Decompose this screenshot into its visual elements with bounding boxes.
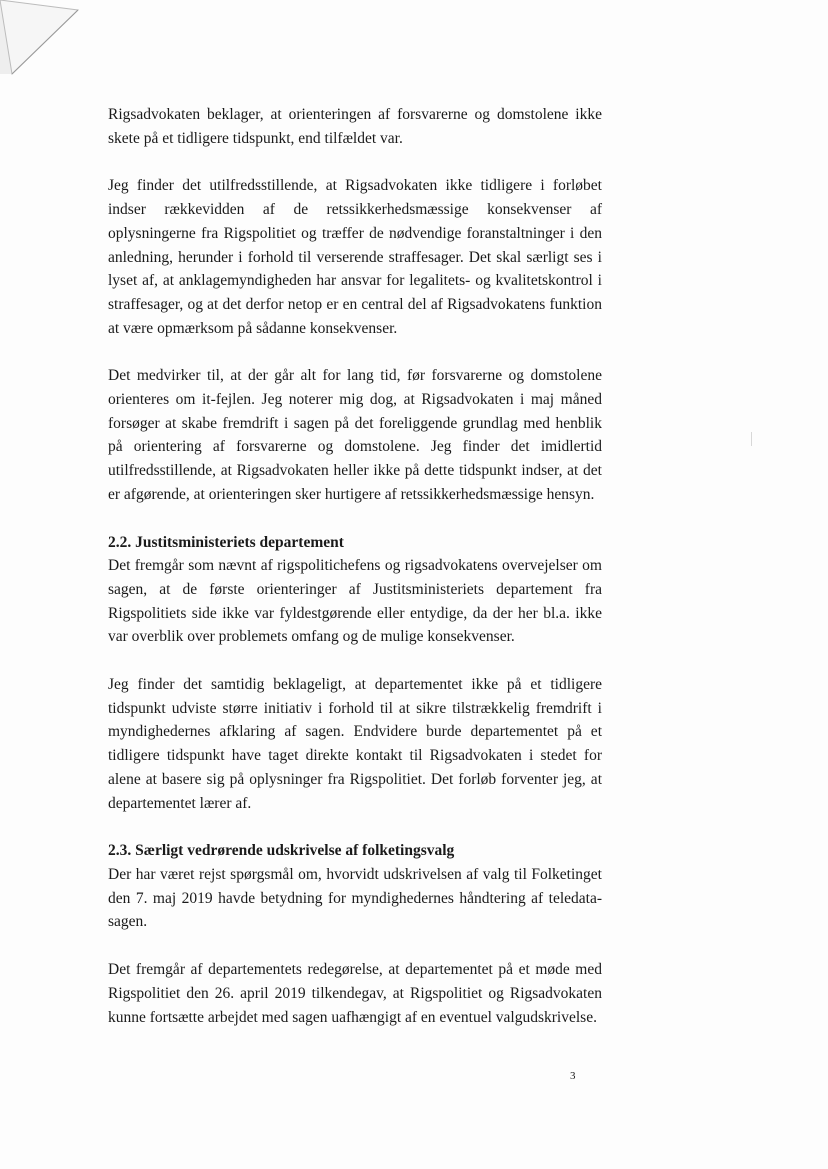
paragraph-2: Jeg finder det utilfredsstillende, at Rigsadvokaten ikke tidligere i forløbet indser rækkevidden af de retssikkerhedsmæssige konsekvenser af oplysningerne fra Rigspolitiet og træffer de nødvendige foranstaltninger i den anledning, herunder i forhold til verserende straffesager. Det skal særligt ses i lyset af, at anklagemyndigheden har ansvar for legalitets- og kvalitetskontrol i straffesager, og at det derfor netop er en central del af Rigsadvokatens funktion at være opmærksom på sådanne konsekvenser. (108, 177, 602, 337)
paragraph-1: Rigsadvokaten beklager, at orienteringen af forsvarerne og domstolene ikke skete på et tidligere tidspunkt, end tilfældet var. (108, 106, 602, 147)
page-number: 3 (570, 1070, 576, 1082)
section-heading-2-2: 2.2. Justitsministeriets departement (108, 533, 344, 551)
page-corner-fold (0, 0, 80, 76)
section-heading-2-3: 2.3. Særligt vedrørende udskrivelse af folketingsvalg (108, 842, 455, 860)
paragraph-3: Det medvirker til, at der går alt for lang tid, før forsvarerne og domstolene orienteres om it-fejlen. Jeg noterer mig dog, at Rigsadvokaten i maj måned forsøger at skabe fremdrift i sagen på det foreliggende grundlag med henblik på orientering af forsvarerne og domstolene. Jeg finder det imidlertid utilfredsstillende, at Rigsadvokaten heller ikke på dette tidspunkt indser, at det er afgørende, at orienteringen sker hurtigere af retssikkerhedsmæssige hensyn. (108, 367, 602, 503)
paragraph-6: Der har været rejst spørgsmål om, hvorvidt udskrivelsen af valg til Folketinget den 7. maj 2019 havde betydning for myndighedernes håndtering af teledata-sagen. (108, 865, 602, 931)
paragraph-4: Det fremgår som nævnt af rigspolitichefens og rigsadvokatens overvejelser om sagen, at de første orienteringer af Justitsministeriets departement fra Rigspolitiets side ikke var fyldestgørende eller entydige, da der her bl.a. ikke var overblik over problemets omfang og de mulige konsekvenser. (108, 557, 602, 646)
paragraph-5: Jeg finder det samtidig beklageligt, at departementet ikke på et tidligere tidspunkt udviste større initiativ i forhold til at sikre tilstrækkelig fremdrift i myndighedernes afklaring af sagen. Endvidere burde departementet på et tidligere tidspunkt have taget direkte kontakt til Rigsadvokaten i stedet for alene at basere sig på oplysninger fra Rigspolitiet. Det forløb forventer jeg, at departementet lærer af. (108, 676, 602, 812)
document-body (108, 103, 602, 1029)
scan-artifact-line (751, 432, 752, 446)
paragraph-7: Det fremgår af departementets redegørelse, at departementet på et møde med Rigspolitiet den 26. april 2019 tilkendegav, at Rigspolitiet og Rigsadvokaten kunne fortsætte arbejdet med sagen uafhængigt af en eventuel valgudskrivelse. (108, 961, 602, 1026)
